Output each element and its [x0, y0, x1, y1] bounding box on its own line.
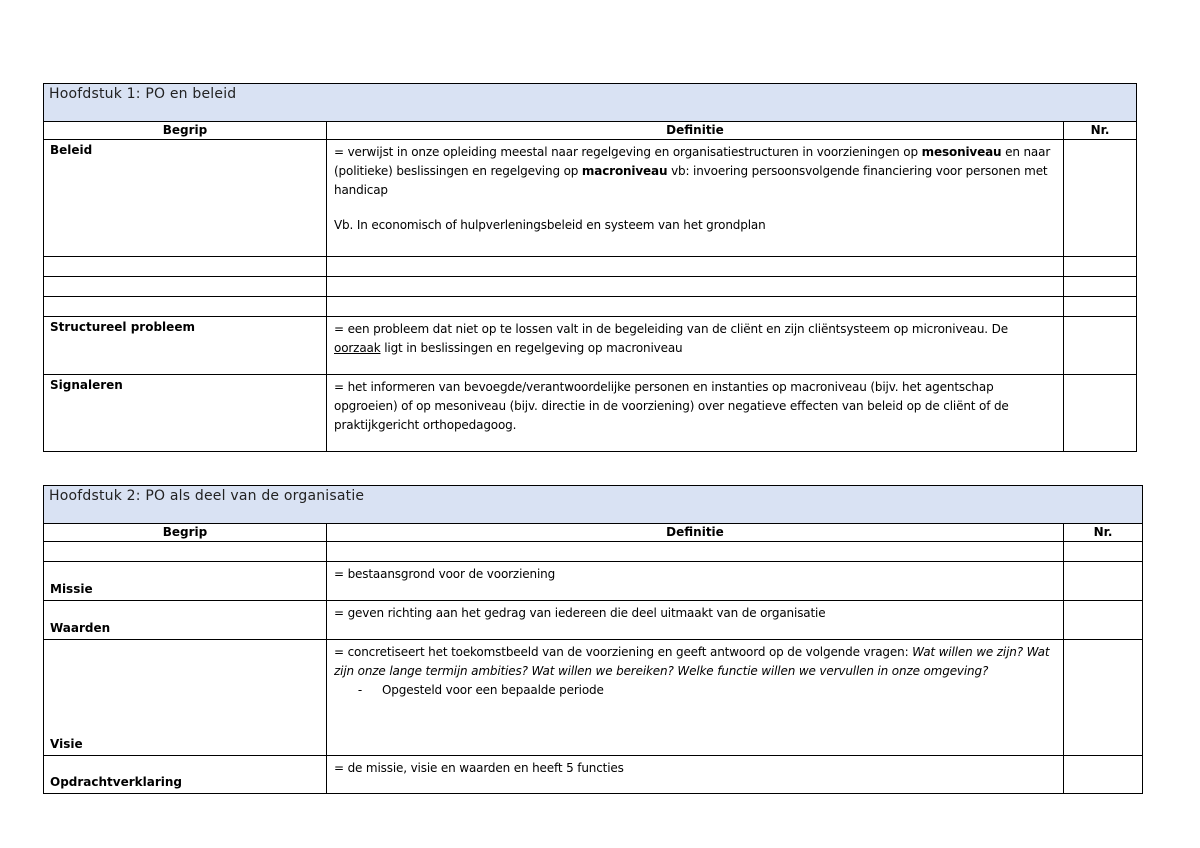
definition-missie: = bestaansgrond voor de voorziening: [327, 562, 1064, 601]
header-nr: Nr.: [1064, 122, 1137, 140]
term-missie: Missie: [44, 562, 327, 601]
term-beleid: Beleid: [44, 140, 327, 257]
table-row: [44, 601, 1143, 640]
chapter1-title: Hoofdstuk 1: PO en beleid: [44, 84, 1137, 122]
nr-cell: [1064, 317, 1137, 375]
bullet-dash: -: [357, 683, 363, 697]
nr-cell: [1064, 601, 1143, 640]
term-visie: Visie: [44, 640, 327, 756]
example-beleid: Vb. In economisch of hulpverleningsbeleid en systeem van het grondplan: [334, 218, 766, 232]
definition-beleid: = verwijst in onze opleiding meestal naar regelgeving en organisatiestructuren in voorzieningen op mesoniveau en naar (politieke) beslissingen en regelgeving op macroniveau vb: invoering persoonsvolgende financiering voor personen met handicap Vb. In economisch of hulpverleningsbeleid en systeem van het grondplan: [327, 140, 1064, 257]
empty-row: [44, 542, 1143, 562]
definition-waarden: = geven richting aan het gedrag van iedereen die deel uitmaakt van de organisatie: [327, 601, 1064, 640]
chapter2-title: Hoofdstuk 2: PO als deel van de organisatie: [44, 486, 1143, 524]
definition-structureel-probleem: = een probleem dat niet op te lossen valt in de begeleiding van de cliënt en zijn cliëntsysteem op microniveau. De oorzaak ligt in beslissingen en regelgeving op macroniveau: [327, 317, 1064, 375]
bullet-item: - Opgesteld voor een bepaalde periode: [334, 681, 1057, 700]
definition-signaleren: = het informeren van bevoegde/verantwoordelijke personen en instanties op macroniveau (bijv. het agentschap opgroeien) of op mesoniveau (bijv. directie in de voorziening) over negatieve effecten van beleid op de cliënt of de praktijkgericht orthopedagoog.: [327, 375, 1064, 452]
table-row: [44, 317, 1137, 375]
header-definitie: Definitie: [327, 122, 1064, 140]
term-structureel-probleem: Structureel probleem: [44, 317, 327, 375]
table-header-row: [44, 122, 1137, 140]
empty-row: [44, 257, 1137, 277]
table-row: [44, 756, 1143, 794]
term-waarden: Waarden: [44, 601, 327, 640]
term-signaleren: Signaleren: [44, 375, 327, 452]
header-begrip: Begrip: [44, 122, 327, 140]
table-row: [44, 375, 1137, 452]
definition-visie: = concretiseert het toekomstbeeld van de voorziening en geeft antwoord op de volgende vragen: Wat willen we zijn? Wat zijn onze lange termijn ambities? Wat willen we bereiken? Welke functie willen we vervullen in onze omgeving? - Opgesteld voor een bepaalde periode: [327, 640, 1064, 756]
nr-cell: [1064, 562, 1143, 601]
definition-opdrachtverklaring: = de missie, visie en waarden en heeft 5 functies: [327, 756, 1064, 794]
table-row: [44, 562, 1143, 601]
chapter2-table: [43, 485, 1143, 794]
nr-cell: [1064, 640, 1143, 756]
header-definitie: Definitie: [327, 524, 1064, 542]
nr-cell: [1064, 756, 1143, 794]
table-header-row: [44, 524, 1143, 542]
empty-row: [44, 297, 1137, 317]
term-opdrachtverklaring: Opdrachtverklaring: [44, 756, 327, 794]
nr-cell: [1064, 375, 1137, 452]
table-row: [44, 140, 1137, 257]
chapter1-table: [43, 83, 1137, 452]
empty-row: [44, 277, 1137, 297]
nr-cell: [1064, 140, 1137, 257]
table-row: [44, 640, 1143, 756]
header-begrip: Begrip: [44, 524, 327, 542]
header-nr: Nr.: [1064, 524, 1143, 542]
